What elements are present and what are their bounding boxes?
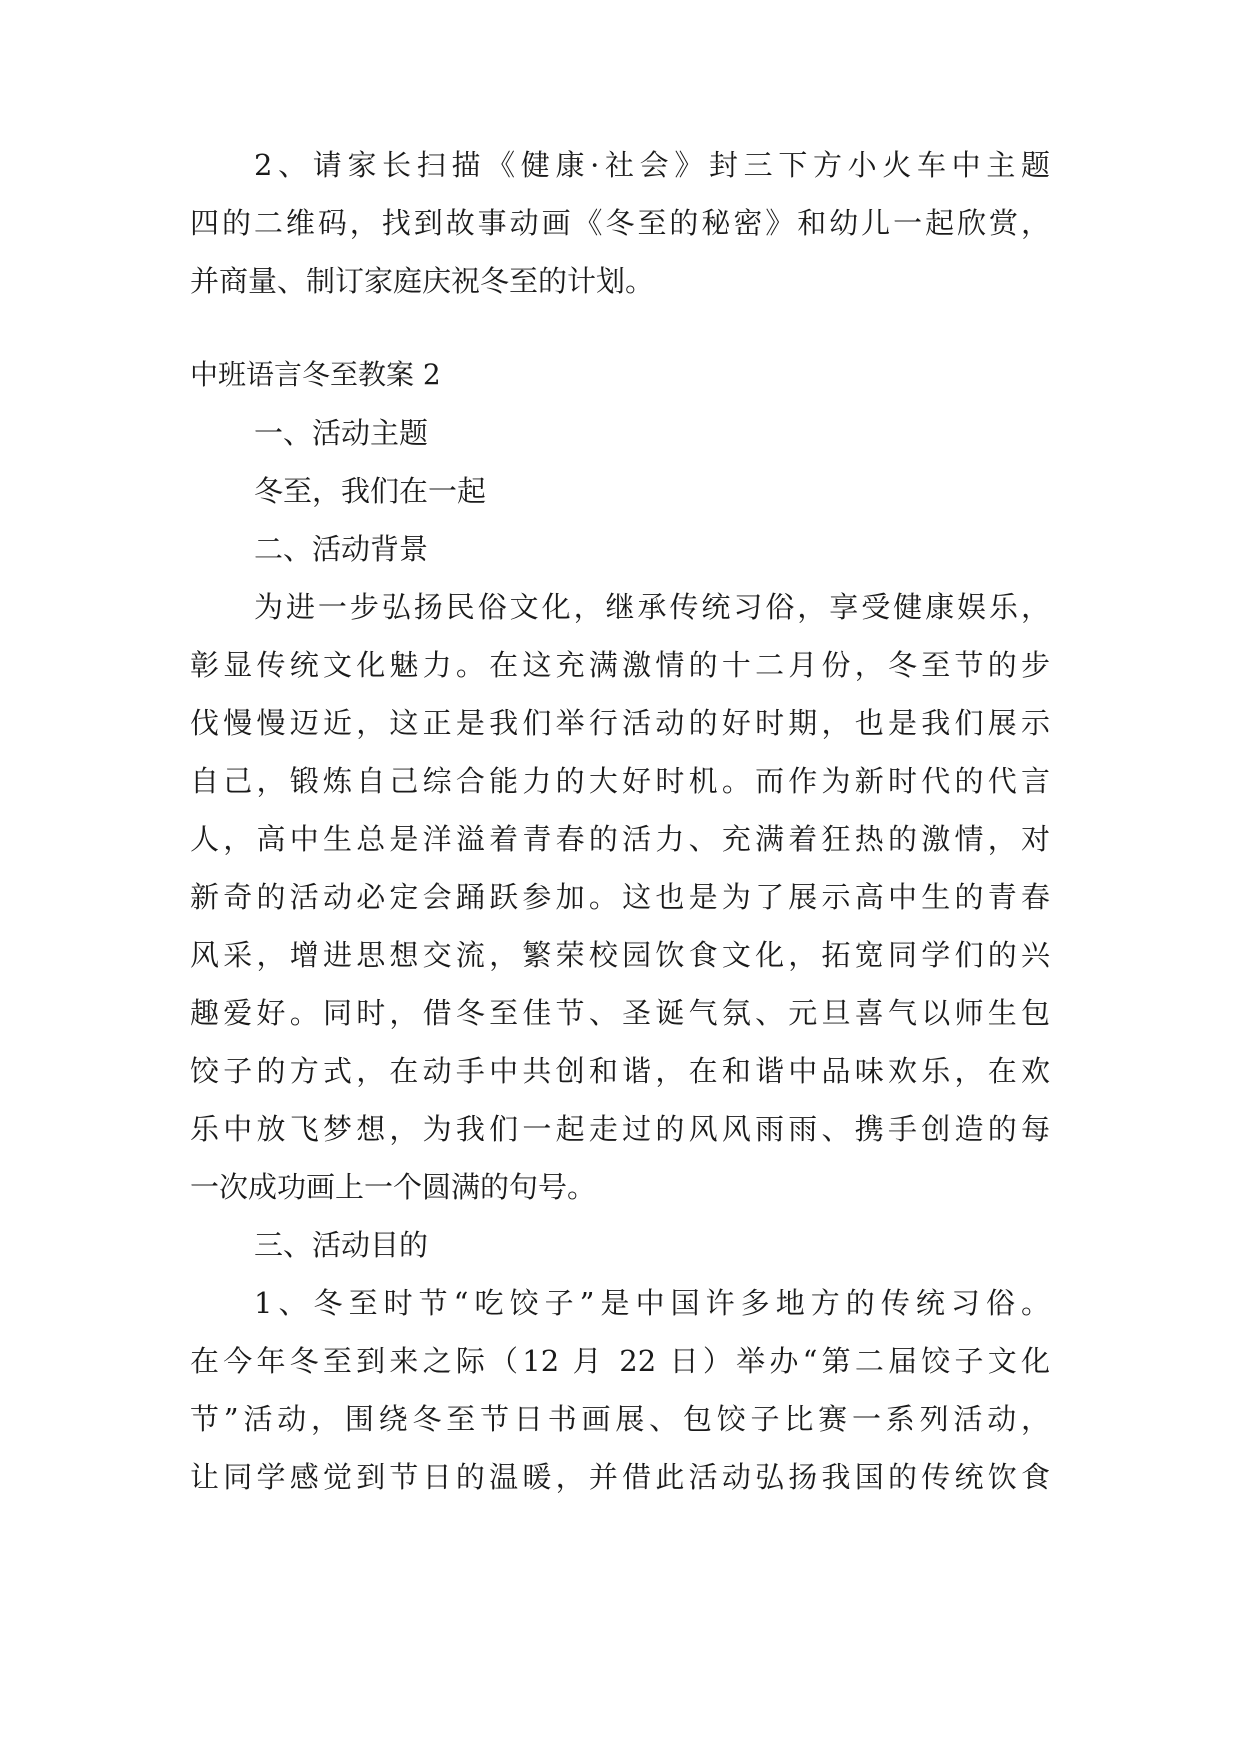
paragraph-line: 节”活动，围绕冬至节日书画展、包饺子比赛一系列活动，: [190, 1402, 1050, 1436]
paragraph-line: 饺子的方式，在动手中共创和谐，在和谐中品味欢乐，在欢: [190, 1054, 1050, 1088]
paragraph-line: 四的二维码，找到故事动画《冬至的秘密》和幼儿一起欣赏，: [190, 206, 1050, 240]
section-heading: 三、活动目的: [254, 1228, 429, 1262]
lesson-plan: [190, 346, 1050, 1506]
paragraph-line: 在今年冬至到来之际（12 月 22 日）举办“第二届饺子文化: [190, 1344, 1050, 1378]
paragraph-line: 为进一步弘扬民俗文化，继承传统习俗，享受健康娱乐，: [254, 590, 1050, 624]
section-heading: 一、活动主题: [254, 416, 429, 450]
paragraph-line: 伐慢慢迈近，这正是我们举行活动的好时期，也是我们展示: [190, 706, 1050, 740]
document-title: 中班语言冬至教案 2: [190, 358, 441, 391]
paragraph-line: 自己，锻炼自己综合能力的大好时机。而作为新时代的代言: [190, 764, 1050, 798]
paragraph-line: 风采，增进思想交流，繁荣校园饮食文化，拓宽同学们的兴: [190, 938, 1050, 972]
paragraph-line: 让同学感觉到节日的温暖，并借此活动弘扬我国的传统饮食: [190, 1460, 1050, 1494]
section-heading: 二、活动背景: [254, 532, 429, 566]
paragraph-line: 新奇的活动必定会踊跃参加。这也是为了展示高中生的青春: [190, 880, 1050, 914]
paragraph-line: 并商量、制订家庭庆祝冬至的计划。: [190, 264, 655, 298]
paragraph-line: 2、请家长扫描《健康·社会》封三下方小火车中主题: [254, 148, 1050, 182]
paragraph-line: 乐中放飞梦想，为我们一起走过的风风雨雨、携手创造的每: [190, 1112, 1050, 1146]
paragraph-line: 人，高中生总是洋溢着青春的活力、充满着狂热的激情，对: [190, 822, 1050, 856]
paragraph-line: 一次成功画上一个圆满的句号。: [190, 1170, 597, 1204]
paragraph-line: 彰显传统文化魅力。在这充满激情的十二月份，冬至节的步: [190, 648, 1050, 682]
instruction-paragraph: [190, 136, 1050, 310]
paragraph-line: 1、冬至时节“吃饺子”是中国许多地方的传统习俗。: [254, 1286, 1050, 1320]
section-content: 冬至，我们在一起: [254, 474, 487, 508]
paragraph-line: 趣爱好。同时，借冬至佳节、圣诞气氛、元旦喜气以师生包: [190, 996, 1050, 1030]
